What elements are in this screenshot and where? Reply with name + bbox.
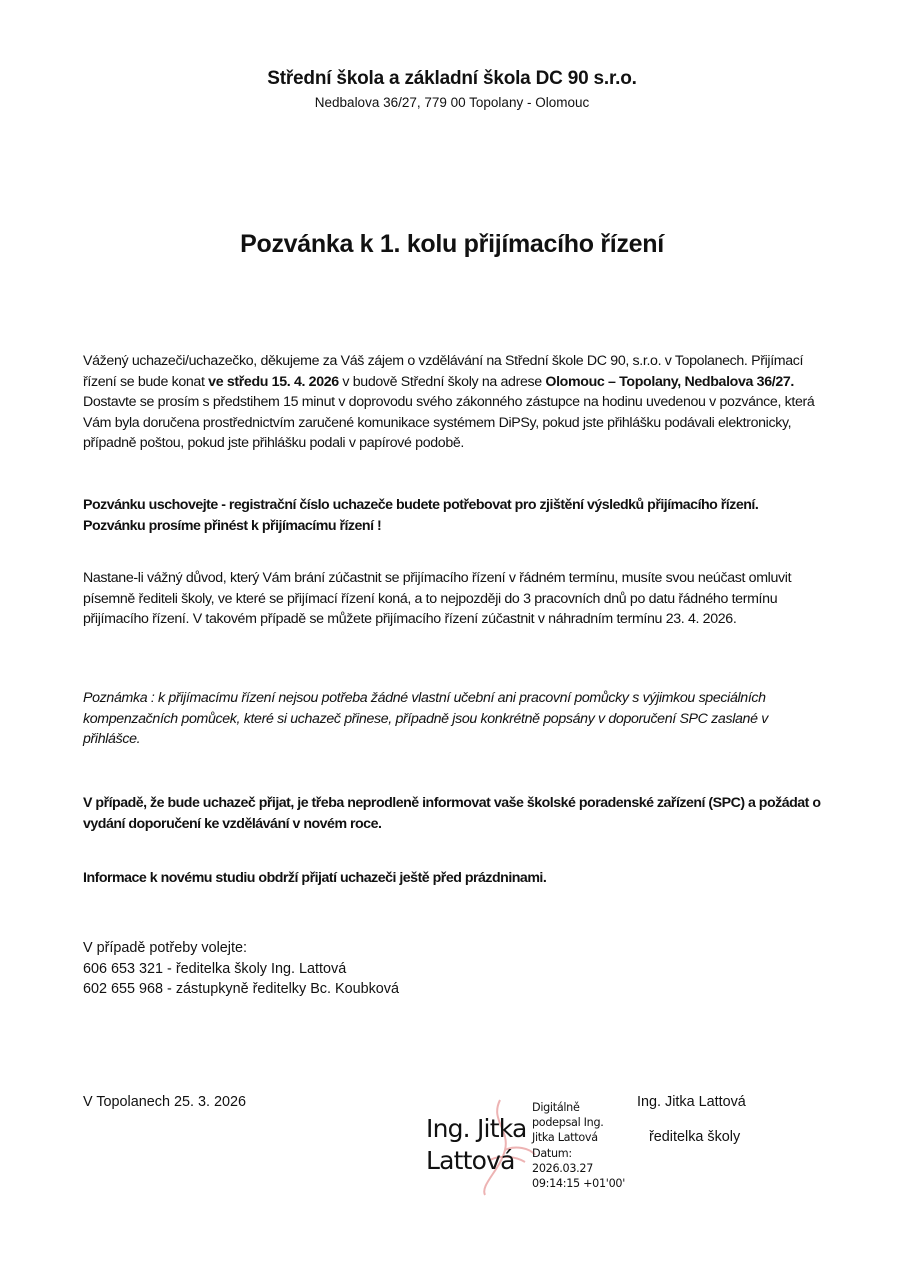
keep-invitation-line-2: Pozvánku prosíme přinést k přijímacímu řízení ! <box>83 517 382 534</box>
signer-role: ředitelka školy <box>649 1129 741 1145</box>
document-title: Pozvánka k 1. kolu přijímacího řízení <box>240 230 664 258</box>
signature-detail: podepsal Ing. <box>532 1116 604 1130</box>
digital-signature-name <box>426 1113 526 1177</box>
signature-detail: Jitka Lattová <box>532 1131 598 1145</box>
signature-detail: Digitálně <box>532 1101 580 1114</box>
intro-text-2: v budově Střední školy na adrese <box>342 373 546 390</box>
signature-detail: 2026.03.27 <box>532 1161 594 1175</box>
signature-detail: Datum: <box>532 1146 572 1160</box>
contact-line-deputy: 602 655 968 - zástupkyně ředitelky Bc. Koubková <box>83 981 399 998</box>
note-paragraph: Poznámka : k přijímacímu řízení nejsou potřeba žádné vlastní učební ani pracovní pomůcky s výjimkou speciálních kompenzačních pomůcek, které si uchazeč přinese, případně jsou konkrétně popsány v doporučení SPC zaslané v přihlášce. <box>83 690 768 748</box>
signature-name-line-1: Ing. Jitka <box>426 1114 527 1143</box>
info-paragraph: Informace k novému studiu obdrží přijatí uchazeči ještě před prázdninami. <box>83 870 547 886</box>
signer-name: Ing. Jitka Lattová <box>637 1094 746 1110</box>
place-date: V Topolanech 25. 3. 2026 <box>83 1094 246 1110</box>
intro-text-1: Vážený uchazeči/uchazečko, děkujeme za Váš zájem o vzdělávání na Střední škole DC 90, s.r.o. v Topolanech. Přijímací řízení se bude konat <box>83 353 804 390</box>
school-name: Střední škola a základní škola DC 90 s.r.o. <box>267 68 637 89</box>
absence-paragraph: Nastane-li vážný důvod, který Vám brání zúčastnit se přijímacího řízení v řádném termínu, musíte svou neúčast omluvit písemně řediteli školy, ve které se přijímací řízení koná, a to nejpozději do 3 pracovních dnů po datu řádného termínu přijímacího řízení. V takovém případě se můžete přijímacího řízení zúčastnit v náhradním termínu 23. 4. 2026. <box>83 570 792 628</box>
intro-text-3: Dostavte se prosím s předstihem 15 minut v doprovodu svého zákonného zástupce na hodinu uvedenou v pozvánce, která Vám byla doručena prostřednictvím zaručené komunikace systémem DiPSy, pokud jste přihlášku podávali elektronicky, případně poštou, pokud jste přihlášku podali v papírové podobě. <box>83 394 815 452</box>
intro-paragraph <box>83 351 823 454</box>
exam-date: ve středu 15. 4. 2026 <box>208 373 343 390</box>
keep-invitation-line-1: Pozvánku uschovejte - registrační číslo uchazeče budete potřebovat pro zjištění výsledků přijímacího řízení. <box>83 497 759 513</box>
spc-paragraph: V případě, že bude uchazeč přijat, je třeba neprodleně informovat vaše školské poradenské zařízení (SPC) a požádat o vydání doporučení ke vzdělávání v novém roce. <box>83 795 821 832</box>
keep-invitation-note <box>83 495 823 536</box>
digital-signature-details <box>532 1100 625 1191</box>
contacts-block <box>83 938 399 1000</box>
signature-name-line-2: Lattová <box>426 1146 515 1175</box>
signature-detail: 09:14:15 +01'00' <box>532 1177 625 1191</box>
school-address: Nedbalova 36/27, 779 00 Topolany - Olomouc <box>314 95 590 110</box>
exam-address: Olomouc – Topolany, Nedbalova 36/27. <box>545 373 795 390</box>
contact-line-director: 606 653 321 - ředitelka školy Ing. Lattová <box>83 960 347 977</box>
contacts-intro: V případě potřeby volejte: <box>83 940 247 956</box>
